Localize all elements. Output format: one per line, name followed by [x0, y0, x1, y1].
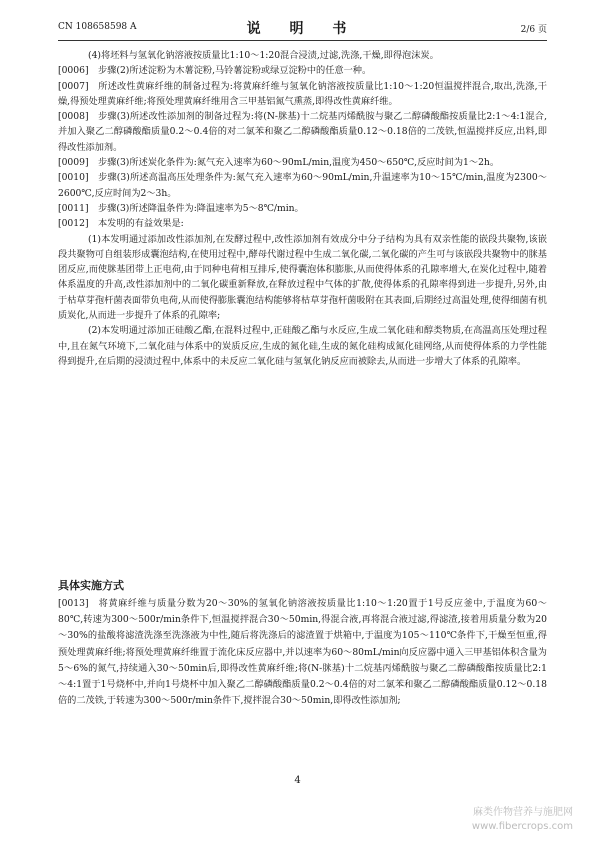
paragraph-0007: [58, 79, 547, 110]
paragraph-text: 步骤(3)所述改性添加剂的制备过程为:将(N-脒基)十二烷基丙烯酰胺与聚乙二醇磷酸酯按质量比2:1～4:1混合,并加入聚乙二醇磷酸酯质量0.2～0.4倍的对二氯苯和聚乙二醇磷酸酯质量0.12～0.18倍的二茂铁,恒温搅拌反应,出料,即得改性添加剂。: [58, 111, 547, 153]
paragraph-number: [0012]: [58, 218, 89, 230]
paragraph-effect-2: [58, 323, 547, 369]
section-heading: 具体实施方式: [58, 579, 124, 592]
paragraph-0006: [58, 63, 547, 78]
paragraph-step4: [58, 48, 547, 63]
claims-body: [58, 48, 547, 369]
paragraph-0013: [58, 596, 547, 709]
paragraph-text: (1)本发明通过添加改性添加剂,在发酵过程中,改性添加剂有效成分中分子结构为具有双亲性能的嵌段共聚物,该嵌段共聚物可自组装形成囊泡结构,在使用过程中,酵母代谢过程中生成二氧化碳,二氧化碳的产生可与该嵌段共聚物中的脒基团反应,而使脒基团带上正电荷,由于同种电荷相互排斥,使得囊泡体积膨胀,从而使得体系的孔隙率增大,在炭化过程中,随着体系温度的升高,改性添加剂中的二氧化碳重新释放,在释放过程中气体的扩散,使得体系的孔隙率得到进一步提升,另外,由于枯草芽孢杆菌表面带负电荷,从而使得膨胀囊泡结构能够将枯草芽孢杆菌吸附在其表面,后期经过高温处理,使得细菌有机质炭化,从而进一步提升了体系的孔隙率;: [58, 233, 547, 322]
paragraph-number: [0013]: [58, 598, 89, 609]
paragraph-text: 步骤(3)所述降温条件为:降温速率为5～8℃/min。: [98, 202, 304, 214]
watermark-line: 麻类作物营养与施肥网: [473, 807, 573, 818]
paragraph-text: (2)本发明通过添加正硅酸乙酯,在混料过程中,正硅酸乙酯与水反应,生成二氧化硅和醇类物质,在高温高压处理过程中,且在氮气环境下,二氧化硅与体系中的炭质反应,生成的氮化硅,生成的氮化硅构成氮化硅网络,从而使得体系的力学性能得到提升,在后期的浸渍过程中,体系中的未反应二氧化硅与氢氧化钠反应而被除去,从而进一步增大了体系的孔隙率。: [58, 325, 547, 367]
paragraph-text: 本发明的有益效果是:: [98, 218, 184, 230]
watermark: [472, 806, 573, 834]
paragraph-number: [0010]: [58, 172, 89, 184]
paragraph-text: 将黄麻纤维与质量分数为20～30%的氢氧化钠溶液按质量比1:10～1:20置于1号反应釜中,于温度为60～80℃,转速为300～500r/min条件下,恒温搅拌混合30～50min,得混合液,再将混合液过滤,得滤渣,接着用质量分数为20～30%的盐酸将滤渣洗涤至洗涤液为中性,随后将洗涤后的滤渣置于烘箱中,于温度为105～110℃条件下,干燥至恒重,得预处理黄麻纤维;将预处理黄麻纤维置于流化床反应器中,并以速率为60～80mL/min向反应器中通入三甲基铝体积含量为5～6%的氮气,持续通入30～50min后,即得改性黄麻纤维;将(N-脒基)十二烷基丙烯酰胺与聚乙二醇磷酸酯按质量比2:1～4:1置于1号烧杯中,并向1号烧杯中加入聚乙二醇磷酸酯质量0.2～0.4倍的对二氯苯和聚乙二醇磷酸酯质量0.12～0.18倍的二茂铁,于转速为300～500r/min条件下,搅拌混合30～50min,即得改性添加剂;: [58, 598, 547, 707]
paragraph-text: 步骤(3)所述炭化条件为:氮气充入速率为60～90mL/min,温度为450～650℃,反应时间为1～2h。: [98, 157, 500, 169]
paragraph-number: [0009]: [58, 157, 89, 169]
paragraph-text: 步骤(3)所述高温高压处理条件为:氮气充入速率为60～90mL/min,升温速率为10～15℃/min,温度为2300～2600℃,反应时间为2～3h。: [58, 172, 547, 199]
watermark-url: www.fibercrops.com: [471, 821, 573, 832]
paragraph-0010: [58, 170, 547, 201]
paragraph-0008: [58, 109, 547, 155]
paragraph-number: [0006]: [58, 65, 89, 77]
paragraph-0009: [58, 155, 547, 170]
paragraph-effect-1: [58, 232, 547, 324]
publication-number: CN 108658598 A: [58, 22, 137, 32]
paragraph-number: [0007]: [58, 80, 89, 92]
paragraph-0011: [58, 201, 547, 216]
page-header: [58, 18, 547, 38]
paragraph-text: 步骤(2)所述淀粉为木薯淀粉,马铃薯淀粉或绿豆淀粉中的任意一种。: [98, 65, 372, 77]
page-count: 2/6 页: [520, 25, 547, 35]
paragraph-text: 所述改性黄麻纤维的制备过程为:将黄麻纤维与氢氧化钠溶液按质量比1:10～1:20恒温搅拌混合,取出,洗涤,干燥,得预处理黄麻纤维;将预处理黄麻纤维用含三甲基铝氮气熏蒸,即得改性黄麻纤维。: [58, 80, 547, 107]
paragraph-number: [0008]: [58, 111, 89, 123]
header-rule: [58, 40, 547, 41]
embodiment-body: [58, 596, 547, 709]
page-number: 4: [294, 775, 301, 786]
paragraph-number: [0011]: [58, 202, 89, 214]
paragraph-0012: [58, 216, 547, 231]
document-title: 说 明 书: [246, 21, 359, 37]
paragraph-text: (4)将坯料与氢氧化钠溶液按质量比1:10～1:20混合浸渍,过滤,洗涤,干燥,即得泡沫炭。: [88, 50, 439, 61]
